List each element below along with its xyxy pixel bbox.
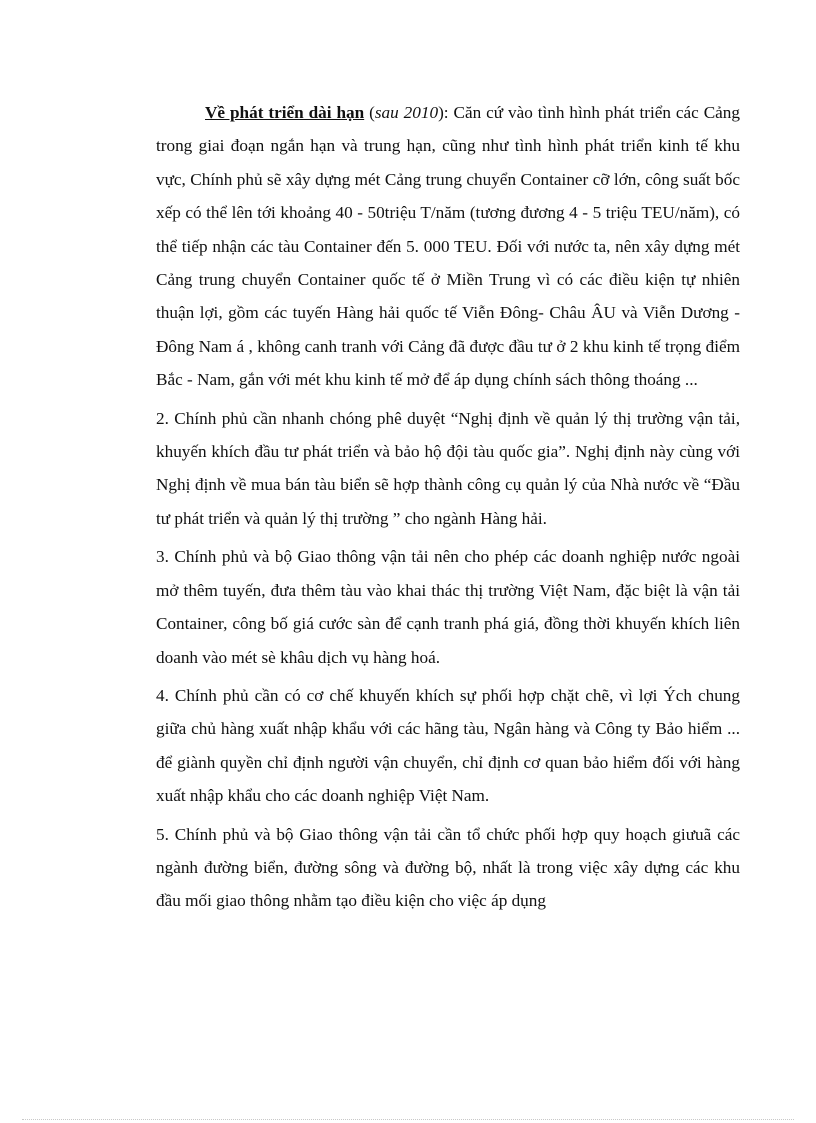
paragraph-long-term-development bbox=[156, 96, 740, 397]
paragraph-text: ): Căn cứ vào tình hình phát triển các Cảng trong giai đoạn ngắn hạn và trung hạn, cũng như tình hình phát triển kinh tế khu vực, Chính phủ sẽ xây dựng mét Cảng trung chuyển Container cỡ lớn, công suất bốc xếp có thể lên tới khoảng 40 - 50triệu T/năm (tương đương 4 - 5 triệu TEU/năm), có thể tiếp nhận các tàu Container đến 5. 000 TEU. Đối với nước ta, nên xây dựng mét Cảng trung chuyển Container quốc tế ở Miền Trung vì có các điều kiện tự nhiên thuận lợi, gồm các tuyến Hàng hải quốc tế Viễn Đông- Châu ÂU và Viễn Dương - Đông Nam á , không canh tranh với Cảng đã được đầu tư ở 2 khu kinh tế trọng điểm Bắc - Nam, gắn với mét khu kinh tế mở để áp dụng chính sách thông thoáng ... bbox=[156, 103, 740, 390]
paren-open: ( bbox=[364, 103, 375, 122]
paragraph-item-3: 3. Chính phủ và bộ Giao thông vận tải nên cho phép các doanh nghiệp nước ngoài mở thêm tuyến, đưa thêm tàu vào khai thác thị trường Việt Nam, đặc biệt là vận tải Container, công bố giá cước sàn để cạnh tranh phá giá, đồng thời khuyến khích liên doanh vào mét sè khâu dịch vụ hàng hoá. bbox=[156, 547, 740, 667]
document-body bbox=[156, 96, 740, 923]
paragraph-item-4: 4. Chính phủ cần có cơ chế khuyến khích sự phối hợp chặt chẽ, vì lợi Ých chung giữa chủ hàng xuất nhập khẩu với các hãng tàu, Ngân hàng và Công ty Bảo hiểm ... để giành quyền chỉ định người vận chuyển, chỉ định cơ quan bảo hiểm đối với hàng xuất nhập khẩu cho các doanh nghiệp Việt Nam. bbox=[156, 685, 740, 806]
page-bottom-divider bbox=[22, 1119, 794, 1120]
paragraph-item-2: 2. Chính phủ cần nhanh chóng phê duyệt “Nghị định về quản lý thị trường vận tải, khuyến khích đầu tư phát triển và bảo hộ đội tàu quốc gia”. Nghị định này cùng với Nghị định về mua bán tàu biển sẽ hợp thành công cụ quản lý của Nhà nước về “Đầu tư phát triển và quản lý thị trường ” cho ngành Hàng hải. bbox=[156, 408, 740, 528]
period-note: sau 2010 bbox=[374, 103, 439, 122]
paragraph-item-5: 5. Chính phủ và bộ Giao thông vận tải cần tổ chức phối hợp quy hoạch giưuã các ngành đường biển, đường sông và đường bộ, nhất là trong việc xây dựng các khu đầu mối giao thông nhằm tạo điều kiện cho việc áp dụng bbox=[156, 824, 740, 911]
section-heading: Về phát triển dài hạn bbox=[205, 103, 365, 122]
